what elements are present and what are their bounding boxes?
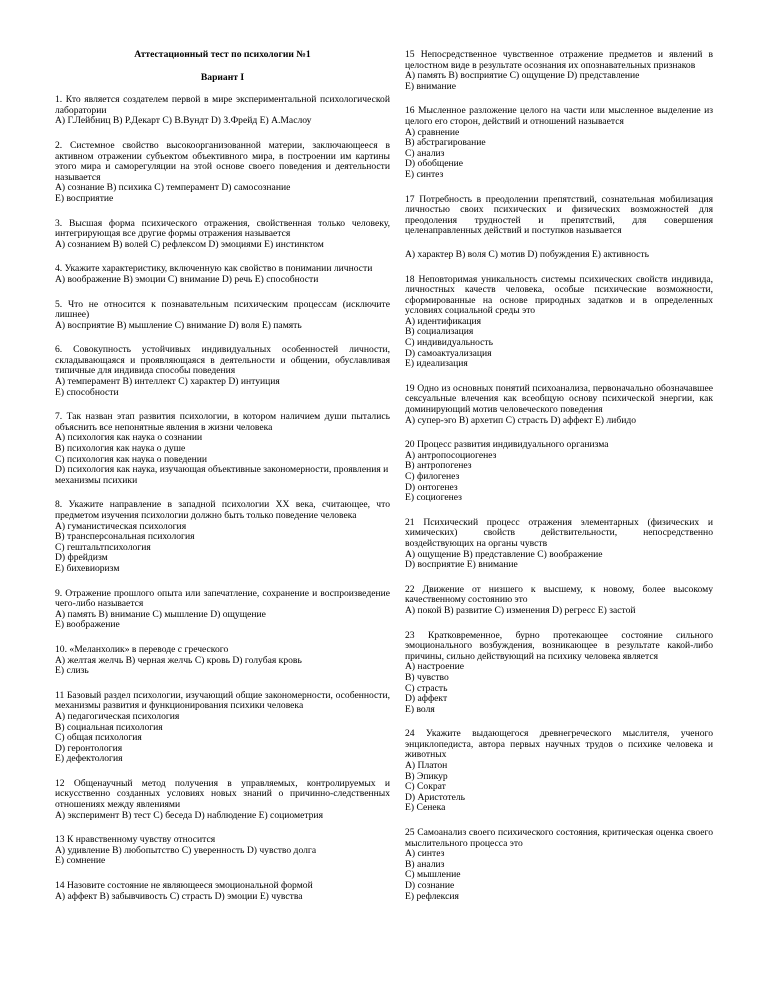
question-text: 1. Кто является создателем первой в мире экспериментальной психологической лаборатории [55, 94, 390, 116]
question-text: 13 К нравственному чувству относится [55, 834, 216, 846]
question-block [55, 589, 390, 631]
question-block [55, 645, 390, 677]
answer-options-line: A) удивление B) любопытство C) уверенность D) чувство долга [55, 844, 317, 856]
answer-option: C) индивидуальность [405, 337, 493, 349]
question-block [405, 440, 713, 504]
left-column [55, 50, 390, 902]
answer-options-line: A) сознанием B) волей C) рефлексом D) эмоциями E) инстинктом [55, 238, 324, 250]
question-text: 14 Назовите состояние не являющееся эмоциональной формой [55, 880, 313, 892]
question-text: 25 Самоанализ своего психического состояния, критическая оценка своего мыслительного процесса это [405, 827, 713, 849]
question-block [55, 345, 390, 398]
question-text: 24 Укажите выдающегося древнегреческого мыслителя, ученого энциклопедиста, автора первых научных трудов о психике человека и животных [405, 728, 713, 761]
answer-option: B) трансперсональная психология [55, 531, 195, 543]
question-text: 4. Укажите характеристику, включенную как свойство в понимании личности [55, 263, 373, 275]
question-text: 18 Неповторимая уникальность системы психических свойств индивида, личностных качеств человека, особые психические возможности, сформированные на основе природных задатков и в определенных условиях социальной среды это [405, 273, 713, 317]
question-block [405, 250, 713, 261]
variant-heading: Вариант I [200, 71, 245, 83]
answer-option: C) мышление [405, 869, 461, 881]
answer-option: A) настроение [405, 661, 464, 673]
question-block [55, 779, 390, 821]
question-text: 15 Непосредственное чувственное отражение предметов и явлений в целостном виде в результате осознания их опознавательных признаков [405, 49, 713, 71]
answer-option: A) Платон [405, 760, 448, 772]
answer-option: C) филогенез [405, 471, 460, 482]
answer-option: C) общая психология [55, 732, 142, 744]
answer-option: A) гуманистическая психология [55, 520, 187, 532]
question-block [55, 300, 390, 332]
question-text: 20 Процесс развития индивидуального организма [405, 439, 609, 451]
question-block [405, 275, 713, 370]
answer-option: B) абстрагирование [405, 137, 486, 149]
answer-option: C) анализ [405, 147, 445, 159]
answer-option: D) психология как наука, изучающая объективные закономерности, проявления и механизмы психики [55, 464, 389, 486]
answer-option: D) аффект [405, 693, 448, 705]
question-block [405, 384, 713, 426]
answer-option: E) идеализация [405, 358, 468, 370]
answer-option: E) воображение [55, 619, 120, 631]
answer-option: A) идентификация [405, 315, 482, 327]
answer-option: E) сомнение [55, 855, 106, 867]
answer-option: E) слизь [55, 665, 89, 677]
question-block [55, 219, 390, 251]
answer-option: D) самоактуализация [405, 347, 492, 359]
question-text: 6. Совокупность устойчивых индивидуальных особенностей личности, складывающаяся и проявляющаяся в деятельности и общении, обуславливая типичные для индивида способы поведения [55, 344, 390, 377]
answer-options-line: A) память B) восприятие C) ощущение D) представление [405, 70, 640, 82]
answer-option: E) Сенека [405, 802, 446, 814]
question-text: 8. Укажите направление в западной психологии XX века, считающее, что предметом изучения психологии должно быть только поведение человека [55, 499, 390, 521]
answer-option: D) обобщение [405, 158, 464, 170]
answer-option: E) синтез [405, 168, 444, 180]
answer-option: B) Эпикур [405, 770, 448, 782]
answer-options-line: A) эксперимент B) тест C) беседа D) наблюдение E) социометрия [55, 809, 323, 821]
answer-option: E) восприятие [55, 192, 114, 204]
question-text: 21 Психический процесс отражения элементарных (физических и химических) свойств действительности, непосредственно воздействующих на органы чувств [405, 516, 713, 549]
question-block [405, 50, 713, 92]
answer-options-line: A) желтая желчь B) черная желчь C) кровь D) голубая кровь [55, 654, 302, 666]
answer-option: D) Аристотель [405, 791, 465, 803]
answer-option: D) восприятие E) внимание [405, 559, 518, 571]
answer-option: D) сознание [405, 880, 455, 891]
answer-option: E) рефлексия [405, 890, 459, 902]
question-block [55, 412, 390, 486]
answer-option: A) синтез [405, 848, 445, 860]
answer-option: B) социальная психология [55, 721, 163, 733]
answer-option: A) антропосоциогенез [405, 449, 497, 461]
question-text: 9. Отражение прошлого опыта или запечатление, сохранение и воспроизведение чего-либо называется [55, 587, 390, 610]
answer-options-line: A) память B) внимание C) мышление D) ощущение [55, 608, 266, 620]
question-text: 17 Потребность в преодолении препятствий, сознательная мобилизация личностью своих психических и физических возможностей для преодоления трудностей и препятствий, для совершения целенаправленных действий и поступков называется [405, 193, 713, 237]
answer-option: C) гештальтпсихология [55, 541, 151, 553]
question-block [55, 691, 390, 765]
answer-options-line: A) ощущение B) представление C) воображение [405, 548, 603, 560]
answer-options-line: A) покой B) развитие C) изменения D) регресс E) застой [405, 604, 636, 616]
document-title: Аттестационный тест по психологии №1 [134, 49, 311, 60]
answer-option: E) внимание [405, 80, 457, 92]
answer-option: A) педагогическая психология [55, 710, 180, 722]
question-text: 10. «Меланхолик» в переводе с греческого [55, 643, 229, 655]
question-block [55, 881, 390, 902]
answer-option: B) чувство [405, 671, 449, 683]
question-block [405, 106, 713, 180]
question-block [55, 141, 390, 205]
answer-options-line: A) характер B) воля C) мотив D) побуждения E) активность [405, 248, 649, 260]
question-text: 2. Системное свойство высокоорганизованной материи, заключающееся в активном отражении субъектом объективного мира, в построении им картины этого мира и саморегуляции на этой основе своего поведения и деятельности называется [55, 139, 390, 183]
answer-options-line: A) воображение B) эмоции C) внимание D) речь E) способности [55, 273, 319, 285]
answer-options-line: A) темперамент B) интеллект C) характер D) интуиция [55, 376, 280, 388]
question-block [405, 585, 713, 617]
answer-option: E) способности [55, 386, 119, 398]
question-block [55, 500, 390, 574]
question-text: 12 Общенаучный метод получения в управляемых, контролируемых и искусственно созданных условиях новых знаний о причинно-следственных отношениях между явлениями [55, 777, 390, 811]
answer-option: D) фрейдизм [55, 552, 108, 564]
right-column [405, 50, 713, 902]
question-block [55, 264, 390, 285]
answer-option: E) бихевиоризм [55, 562, 120, 574]
question-text: 5. Что не относится к познавательным психическим процессам (исключите лишнее) [55, 298, 390, 321]
question-block [405, 631, 713, 716]
question-block [405, 729, 713, 814]
answer-option: D) онтогенез [405, 481, 458, 493]
answer-options-line: A) восприятие B) мышление C) внимание D) воля E) память [55, 319, 302, 331]
answer-option: E) социогенез [405, 492, 462, 504]
answer-options-line: A) сознание B) психика C) темперамент D) самосознание [55, 182, 291, 194]
question-block [55, 835, 390, 867]
answer-option: C) Сократ [405, 781, 446, 793]
answer-options-line: A) Г.Лейбниц B) Р.Декарт C) В.Вундт D) З.Фрейд E) А.Маслоу [55, 115, 312, 127]
answer-option: B) психология как наука о душе [55, 443, 186, 455]
question-text: 3. Высшая форма психического отражения, свойственная только человеку, интегрирующая все другие формы отражения называется [55, 217, 390, 240]
answer-option: B) социализация [405, 326, 474, 338]
question-block [405, 828, 713, 902]
question-block [405, 195, 713, 237]
answer-option: C) страсть [405, 682, 448, 694]
question-text: 7. Так назван этап развития психологии, в котором наличием души пытались объяснить все непонятные явления в жизни человека [55, 411, 390, 433]
answer-options-line: A) супер-эго B) архетип C) страсть D) аффект E) либидо [405, 414, 637, 426]
answer-option: C) психология как наука о поведении [55, 453, 208, 465]
answer-option: A) сравнение [405, 126, 460, 138]
question-text: 16 Мысленное разложение целого на части или мысленное выделение из целого его сторон, действий и отношений называется [405, 105, 713, 127]
question-text: 19 Одно из основных понятий психоанализа, первоначально обозначавшее сексуальные влечения как всеобщую основу психической энергии, как доминирующий мотив человеческого поведения [405, 382, 713, 416]
question-text: 22 Движение от низшего к высшему, к новому, более высокому качественному состоянию это [405, 583, 713, 606]
answer-option: A) психология как наука о сознании [55, 432, 203, 444]
question-block [55, 95, 390, 127]
answer-option: B) антропогенез [405, 460, 472, 472]
question-block [405, 518, 713, 571]
answer-option: D) геронтология [55, 742, 123, 754]
question-text: 23 Кратковременное, бурно протекающее состояние сильного эмоционального возбуждения, возникающее в результате какой-либо причины, сильно действующий на психику человека является [405, 629, 713, 662]
answer-option: E) воля [405, 703, 435, 715]
answer-option: B) анализ [405, 858, 445, 870]
answer-option: E) дефектология [55, 753, 123, 765]
question-text: 11 Базовый раздел психологии, изучающий общие закономерности, особенности, механизмы развития и функционирования психики человека [55, 689, 390, 712]
answer-options-line: A) аффект B) забывчивость C) страсть D) эмоции E) чувства [55, 890, 303, 902]
